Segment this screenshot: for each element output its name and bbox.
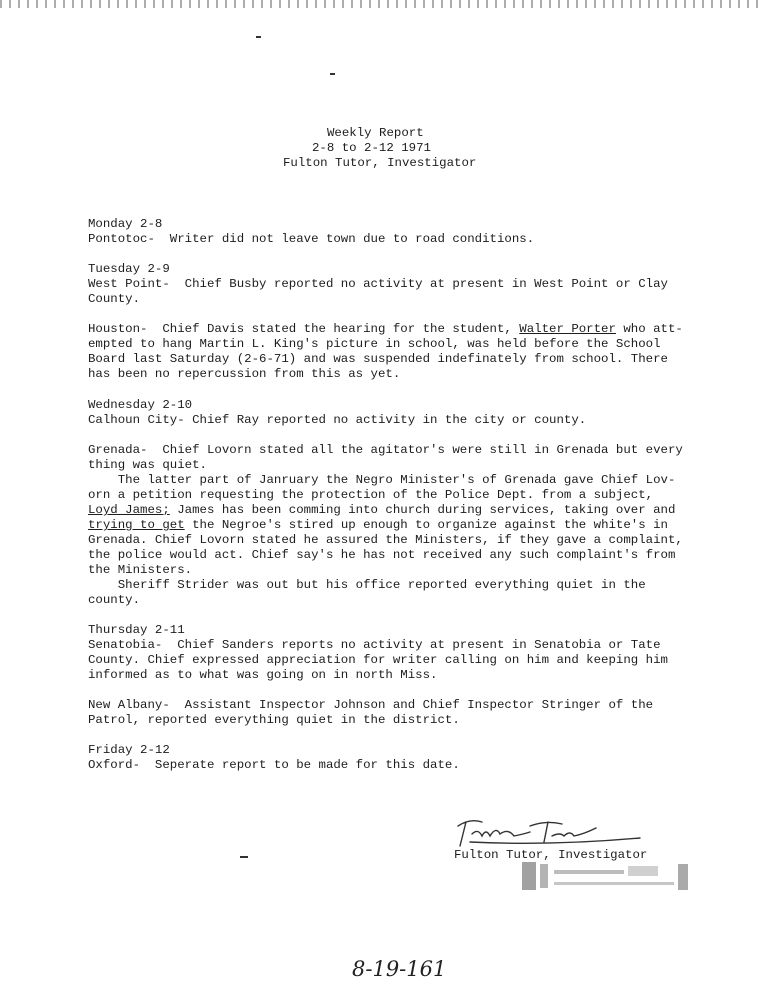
report-line: trying to get the Negroe's stired up enough to organize against the white's in bbox=[88, 518, 668, 532]
report-title: Weekly Report bbox=[327, 126, 424, 140]
report-line: county. bbox=[88, 593, 141, 607]
report-line: The latter part of Janruary the Negro Minister's of Grenada gave Chief Lov- bbox=[88, 473, 676, 487]
scan-speck bbox=[256, 36, 261, 38]
report-line: informed as to what was going on in north Miss. bbox=[88, 668, 438, 682]
report-line: Loyd James; James has been comming into church during services, taking over and bbox=[88, 503, 676, 517]
report-line: Patrol, reported everything quiet in the district. bbox=[88, 713, 460, 727]
report-line: West Point- Chief Busby reported no activity at present in West Point or Clay bbox=[88, 277, 668, 291]
report-line: has been no repercussion from this as yet. bbox=[88, 367, 401, 381]
underlined-name: Walter Porter bbox=[519, 322, 616, 336]
underlined-phrase: trying to get bbox=[88, 518, 185, 532]
report-line: Sheriff Strider was out but his office reported everything quiet in the bbox=[88, 578, 646, 592]
scan-speck bbox=[330, 73, 335, 75]
day-heading: Monday 2-8 bbox=[88, 217, 163, 231]
report-line: the police would act. Chief say's he has not received any such complaint's from bbox=[88, 548, 676, 562]
report-line: thing was quiet. bbox=[88, 458, 207, 472]
document-number: 8-19-161 bbox=[352, 957, 447, 981]
perforation-edge bbox=[0, 0, 763, 8]
report-line: Grenada. Chief Lovorn stated he assured the Ministers, if they gave a complaint, bbox=[88, 533, 683, 547]
day-heading: Tuesday 2-9 bbox=[88, 262, 170, 276]
report-line: Houston- Chief Davis stated the hearing for the student, Walter Porter who att- bbox=[88, 322, 683, 336]
report-line: County. Chief expressed appreciation for writer calling on him and keeping him bbox=[88, 653, 668, 667]
report-line: Board last Saturday (2-6-71) and was suspended indefinately from school. There bbox=[88, 352, 668, 366]
scan-speck bbox=[240, 856, 248, 858]
report-line: New Albany- Assistant Inspector Johnson and Chief Inspector Stringer of the bbox=[88, 698, 654, 712]
ink-stamp bbox=[518, 858, 698, 894]
report-line: empted to hang Martin L. King's picture in school, was held before the School bbox=[88, 337, 661, 351]
report-line: Calhoun City- Chief Ray reported no activity in the city or county. bbox=[88, 413, 587, 427]
report-line: Oxford- Seperate report to be made for this date. bbox=[88, 758, 460, 772]
report-line: County. bbox=[88, 292, 141, 306]
report-author: Fulton Tutor, Investigator bbox=[283, 156, 477, 170]
report-line: Pontotoc- Writer did not leave town due to road conditions. bbox=[88, 232, 535, 246]
report-date-range: 2-8 to 2-12 1971 bbox=[312, 141, 431, 155]
report-line: the Ministers. bbox=[88, 563, 193, 577]
day-heading: Thursday 2-11 bbox=[88, 623, 185, 637]
handwritten-signature bbox=[430, 808, 710, 848]
underlined-name: Loyd James; bbox=[88, 503, 170, 517]
report-line: Senatobia- Chief Sanders reports no activity at present in Senatobia or Tate bbox=[88, 638, 661, 652]
report-line: orn a petition requesting the protection of the Police Dept. from a subject, bbox=[88, 488, 654, 502]
signature-caption: Fulton Tutor, Investigator bbox=[454, 848, 648, 862]
day-heading: Wednesday 2-10 bbox=[88, 398, 193, 412]
report-line: Grenada- Chief Lovorn stated all the agitator's were still in Grenada but every bbox=[88, 443, 683, 457]
day-heading: Friday 2-12 bbox=[88, 743, 170, 757]
